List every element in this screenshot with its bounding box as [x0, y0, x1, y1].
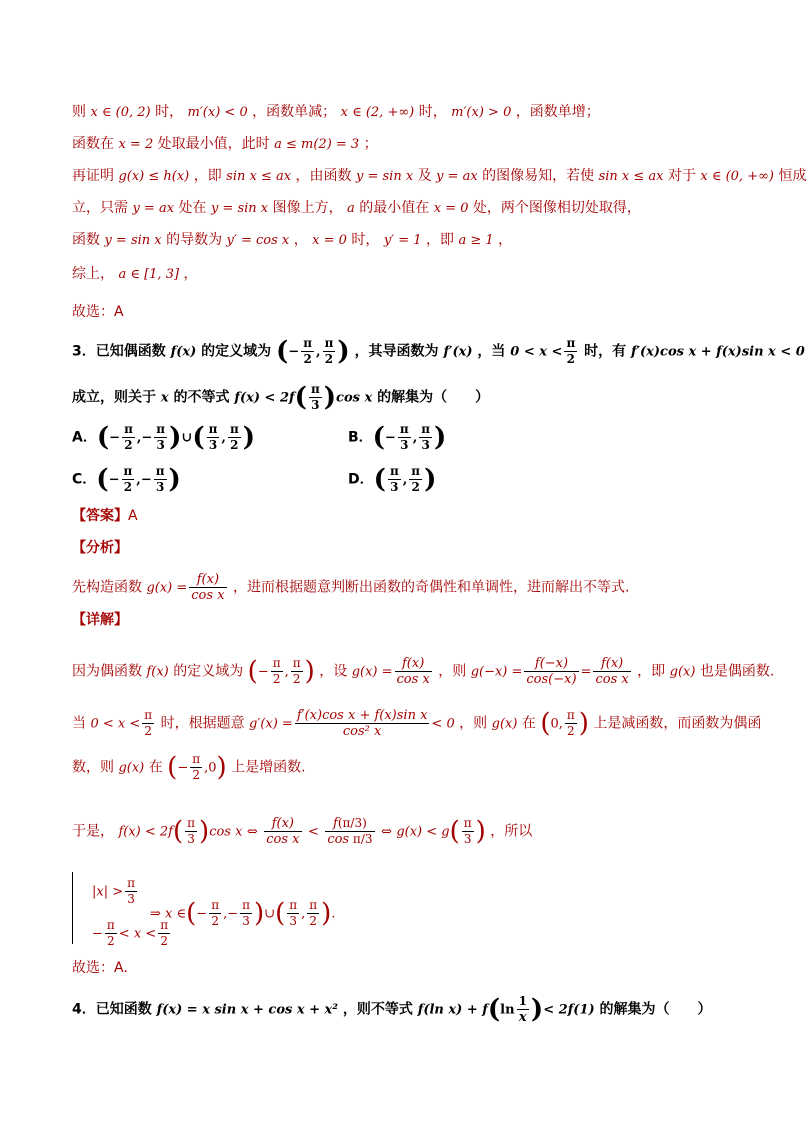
text: 因为偶函数	[72, 663, 142, 680]
text: 在	[148, 759, 163, 776]
text: 再证明	[72, 168, 114, 184]
choice-line: 故选：A	[72, 304, 124, 320]
option-label: A．	[72, 429, 97, 446]
math: x = 0	[312, 233, 347, 248]
text: 于是，	[72, 823, 114, 840]
detail-line-1: 因为偶函数 f(x) 的定义域为 (− $\frac{\pi}{2}$ , $\frac{\pi}{2}$ ) ，设 g(x) = $\frac{f(x)}{\text{cos x}}$ ，则 g(−x) = $\frac{f(-x)}{\cos(-x)}$ = $\frac{f(x)}{\text{cos x}}$ ，即 g(x) 也是偶函数.	[72, 656, 775, 687]
math: 0 < x <	[90, 716, 141, 732]
option-label: C．	[72, 471, 97, 488]
text: 的定义域为	[201, 343, 272, 360]
text: ，由函数	[295, 168, 352, 184]
math: y = ax	[436, 169, 478, 184]
fraction: $\frac{\pi}{2}$	[324, 336, 334, 366]
text: ，即	[637, 663, 666, 680]
text: 恒成	[778, 168, 806, 184]
text: 的图像易知，若使	[482, 168, 595, 184]
solution-line-5	[72, 230, 512, 251]
text: 时，根据题意	[160, 715, 245, 732]
paren: (	[276, 336, 289, 367]
paren: )	[323, 382, 337, 413]
option-b[interactable]: B．(− $\frac{\pi}{3}$ , $\frac{\pi}{3}$ )	[348, 422, 447, 453]
text: 函数在	[72, 136, 114, 152]
text: 先构造函数	[72, 579, 142, 596]
question-3-line-2	[72, 382, 489, 413]
math: a ∈ [1, 3]	[118, 267, 180, 282]
math: g(x)	[491, 716, 518, 732]
math: x = 2	[118, 137, 154, 152]
text: 4．已知函数	[72, 1001, 152, 1018]
math: 0 < x <	[510, 344, 563, 360]
text: ，所以	[490, 823, 533, 840]
math: y = sin x	[355, 169, 414, 184]
math: a ≥ 1	[458, 233, 494, 248]
text: 的最小值在	[359, 200, 430, 216]
text: 在	[521, 715, 536, 732]
math: f(x) = x sin x + cos x + x²	[156, 1002, 338, 1018]
answer-value: A	[128, 508, 138, 524]
solution-line-1	[72, 102, 600, 123]
paren: )	[337, 336, 350, 367]
detail-line-2: 当 0 < x < $\frac{\pi}{2}$ 时，根据题意 g′(x) = $\frac{\text{f′(x)cos x + f(x)sin x}}{\text{cos² x}}$ < 0 ，则 g(x) 在 (0, $\frac{\pi}{2}$ ) 上是减函数，而函数为偶函	[72, 708, 762, 739]
text: ，当	[477, 343, 506, 360]
math: x ∈ (2, +∞)	[340, 105, 415, 120]
math: x ∈ (0, +∞)	[700, 169, 774, 184]
math: m′(x) < 0	[187, 105, 248, 120]
system-brace	[72, 872, 83, 944]
math: y′ = cos x	[226, 233, 290, 248]
text: ，	[183, 266, 198, 282]
text: 综上，	[72, 266, 114, 282]
text: 时，	[418, 104, 447, 120]
math: m′(x) > 0	[451, 105, 512, 120]
text: 对于	[667, 168, 696, 184]
analysis-text	[72, 572, 629, 603]
detail-line-4: 于是， f(x) < 2f( $\frac{\pi}{3}$ )cos x ⇔ $\frac{f(x)}{\text{cos x}}$ < $\frac{f(\pi/3)}{\text{cos π/3}}$ ⇔ g(x) < g( $\frac{\pi}{3}$ ) ，所以	[72, 816, 533, 847]
math: x	[160, 390, 169, 406]
text: ，函数单减；	[252, 104, 337, 120]
text: 上是减函数，而函数为偶函	[593, 715, 762, 732]
fraction: $\frac{\pi}{2}$	[566, 336, 576, 366]
system-line-1: |x| > $\frac{\pi}{3}$	[92, 876, 136, 906]
solution-line-4	[72, 198, 641, 219]
text: 的不等式	[173, 389, 230, 406]
text: ，进而根据题意判断出函数的奇偶性和单调性，进而解出不等式.	[232, 579, 630, 596]
text: ，则不等式	[342, 1001, 413, 1018]
text: 也是偶函数.	[699, 663, 775, 680]
text: 数，则	[72, 759, 114, 776]
question-3-line-1	[72, 336, 805, 367]
analysis-label: 【分析】	[72, 540, 128, 556]
text: ，则	[438, 663, 467, 680]
text: 的解集为（ ）	[599, 1001, 712, 1018]
text: 上是增函数.	[231, 759, 306, 776]
text: ，设	[319, 663, 348, 680]
math: g′(x) =	[249, 716, 293, 732]
paren: (	[294, 382, 307, 413]
text: ，	[498, 232, 513, 248]
math: a	[347, 201, 355, 216]
detail-choice: 故选：A.	[72, 960, 128, 976]
math: f′(x)	[443, 344, 473, 360]
answer-line	[72, 506, 138, 526]
text: 则	[72, 104, 86, 120]
math: sin x ≤ ax	[226, 169, 292, 184]
math: x = 0	[433, 201, 469, 216]
math: y = ax	[132, 201, 175, 216]
text: 处，两个图像相切处取得，	[472, 200, 641, 216]
answer-label: 【答案】	[72, 508, 128, 524]
text: 成立，则关于	[72, 389, 156, 406]
text: 3．已知偶函数	[72, 343, 166, 360]
math: g(x)	[118, 760, 145, 776]
option-label: B．	[348, 429, 373, 446]
solution-line-3	[72, 166, 806, 187]
text: ，即	[426, 232, 454, 248]
math: y′ = 1	[383, 233, 422, 248]
text: ；	[363, 136, 378, 152]
text: 函数	[72, 232, 100, 248]
math: x ∈ (0, 2)	[90, 105, 151, 120]
math: y = sin x	[210, 201, 269, 216]
text: 及	[417, 168, 432, 184]
text: ，函数单增；	[515, 104, 600, 120]
text: 立，只需	[72, 200, 128, 216]
system-line-2: − $\frac{\pi}{2}$ < x < $\frac{\pi}{2}$	[92, 918, 169, 948]
text: ，其导函数为	[354, 343, 439, 360]
system-result: ⇒ x ∈(− $\frac{\pi}{2}$ ,− $\frac{\pi}{3}$ )∪( $\frac{\pi}{3}$ , $\frac{\pi}{2}$ ).	[150, 898, 336, 929]
math: f(x)	[170, 344, 197, 360]
option-label: D．	[348, 471, 374, 488]
text: ，即	[193, 168, 222, 184]
text: 处取最小值，此时	[157, 136, 270, 152]
text: 时，	[351, 232, 380, 248]
solution-line-6	[72, 264, 198, 285]
text: 图像上方，	[272, 200, 343, 216]
fraction: $\frac{\pi}{3}$	[310, 382, 320, 412]
math: a ≤ m(2) = 3	[274, 137, 360, 152]
math: g(x)	[669, 664, 696, 680]
text: 的导数为	[166, 232, 223, 248]
math: g(−x) =	[470, 664, 523, 680]
math: g(x) =	[146, 580, 188, 596]
math: f(x) < 2f	[234, 390, 295, 406]
detail-line-3: 数，则 g(x) 在 (− $\frac{\pi}{2}$ ,0) 上是增函数.	[72, 752, 306, 783]
math: sin x ≤ ax	[598, 169, 664, 184]
text: 当	[72, 715, 86, 732]
text: 的解集为（ ）	[377, 389, 490, 406]
option-c[interactable]: C．(− $\frac{\pi}{2}$ ,− $\frac{\pi}{3}$ )	[72, 464, 181, 495]
text: 处在	[178, 200, 207, 216]
question-4: 4．已知函数 f(x) = x sin x + cos x + x² ，则不等式 f(ln x) + f(ln $\frac{1}{x}$ )< 2f(1) 的解集为（ ）	[72, 994, 712, 1025]
math: f′(x)cos x + f(x)sin x < 0	[630, 344, 805, 360]
math: ,	[316, 344, 321, 360]
detail-label: 【详解】	[72, 612, 128, 628]
text: ，	[293, 232, 308, 248]
math: −	[288, 344, 300, 360]
fraction: $\frac{\pi}{2}$	[303, 336, 313, 366]
math: y = sin x	[104, 233, 162, 248]
text: 时，	[155, 104, 184, 120]
math: cos x	[336, 390, 373, 406]
text: ，则	[459, 715, 488, 732]
option-d[interactable]: D．( $\frac{\pi}{3}$ , $\frac{\pi}{2}$ )	[348, 464, 437, 495]
math: f(x)	[146, 664, 169, 680]
solution-line-2	[72, 134, 378, 155]
fraction: $\frac{f(x)}{\text{cos x}}$	[191, 572, 225, 603]
math: g(x) =	[351, 664, 393, 680]
option-a[interactable]: A．(− $\frac{\pi}{2}$ ,− $\frac{\pi}{3}$ )∪( $\frac{\pi}{3}$ , $\frac{\pi}{2}$ )	[72, 422, 256, 453]
math: g(x) ≤ h(x)	[118, 169, 190, 184]
text: 的定义域为	[173, 663, 244, 680]
text: 时，有	[584, 343, 627, 360]
